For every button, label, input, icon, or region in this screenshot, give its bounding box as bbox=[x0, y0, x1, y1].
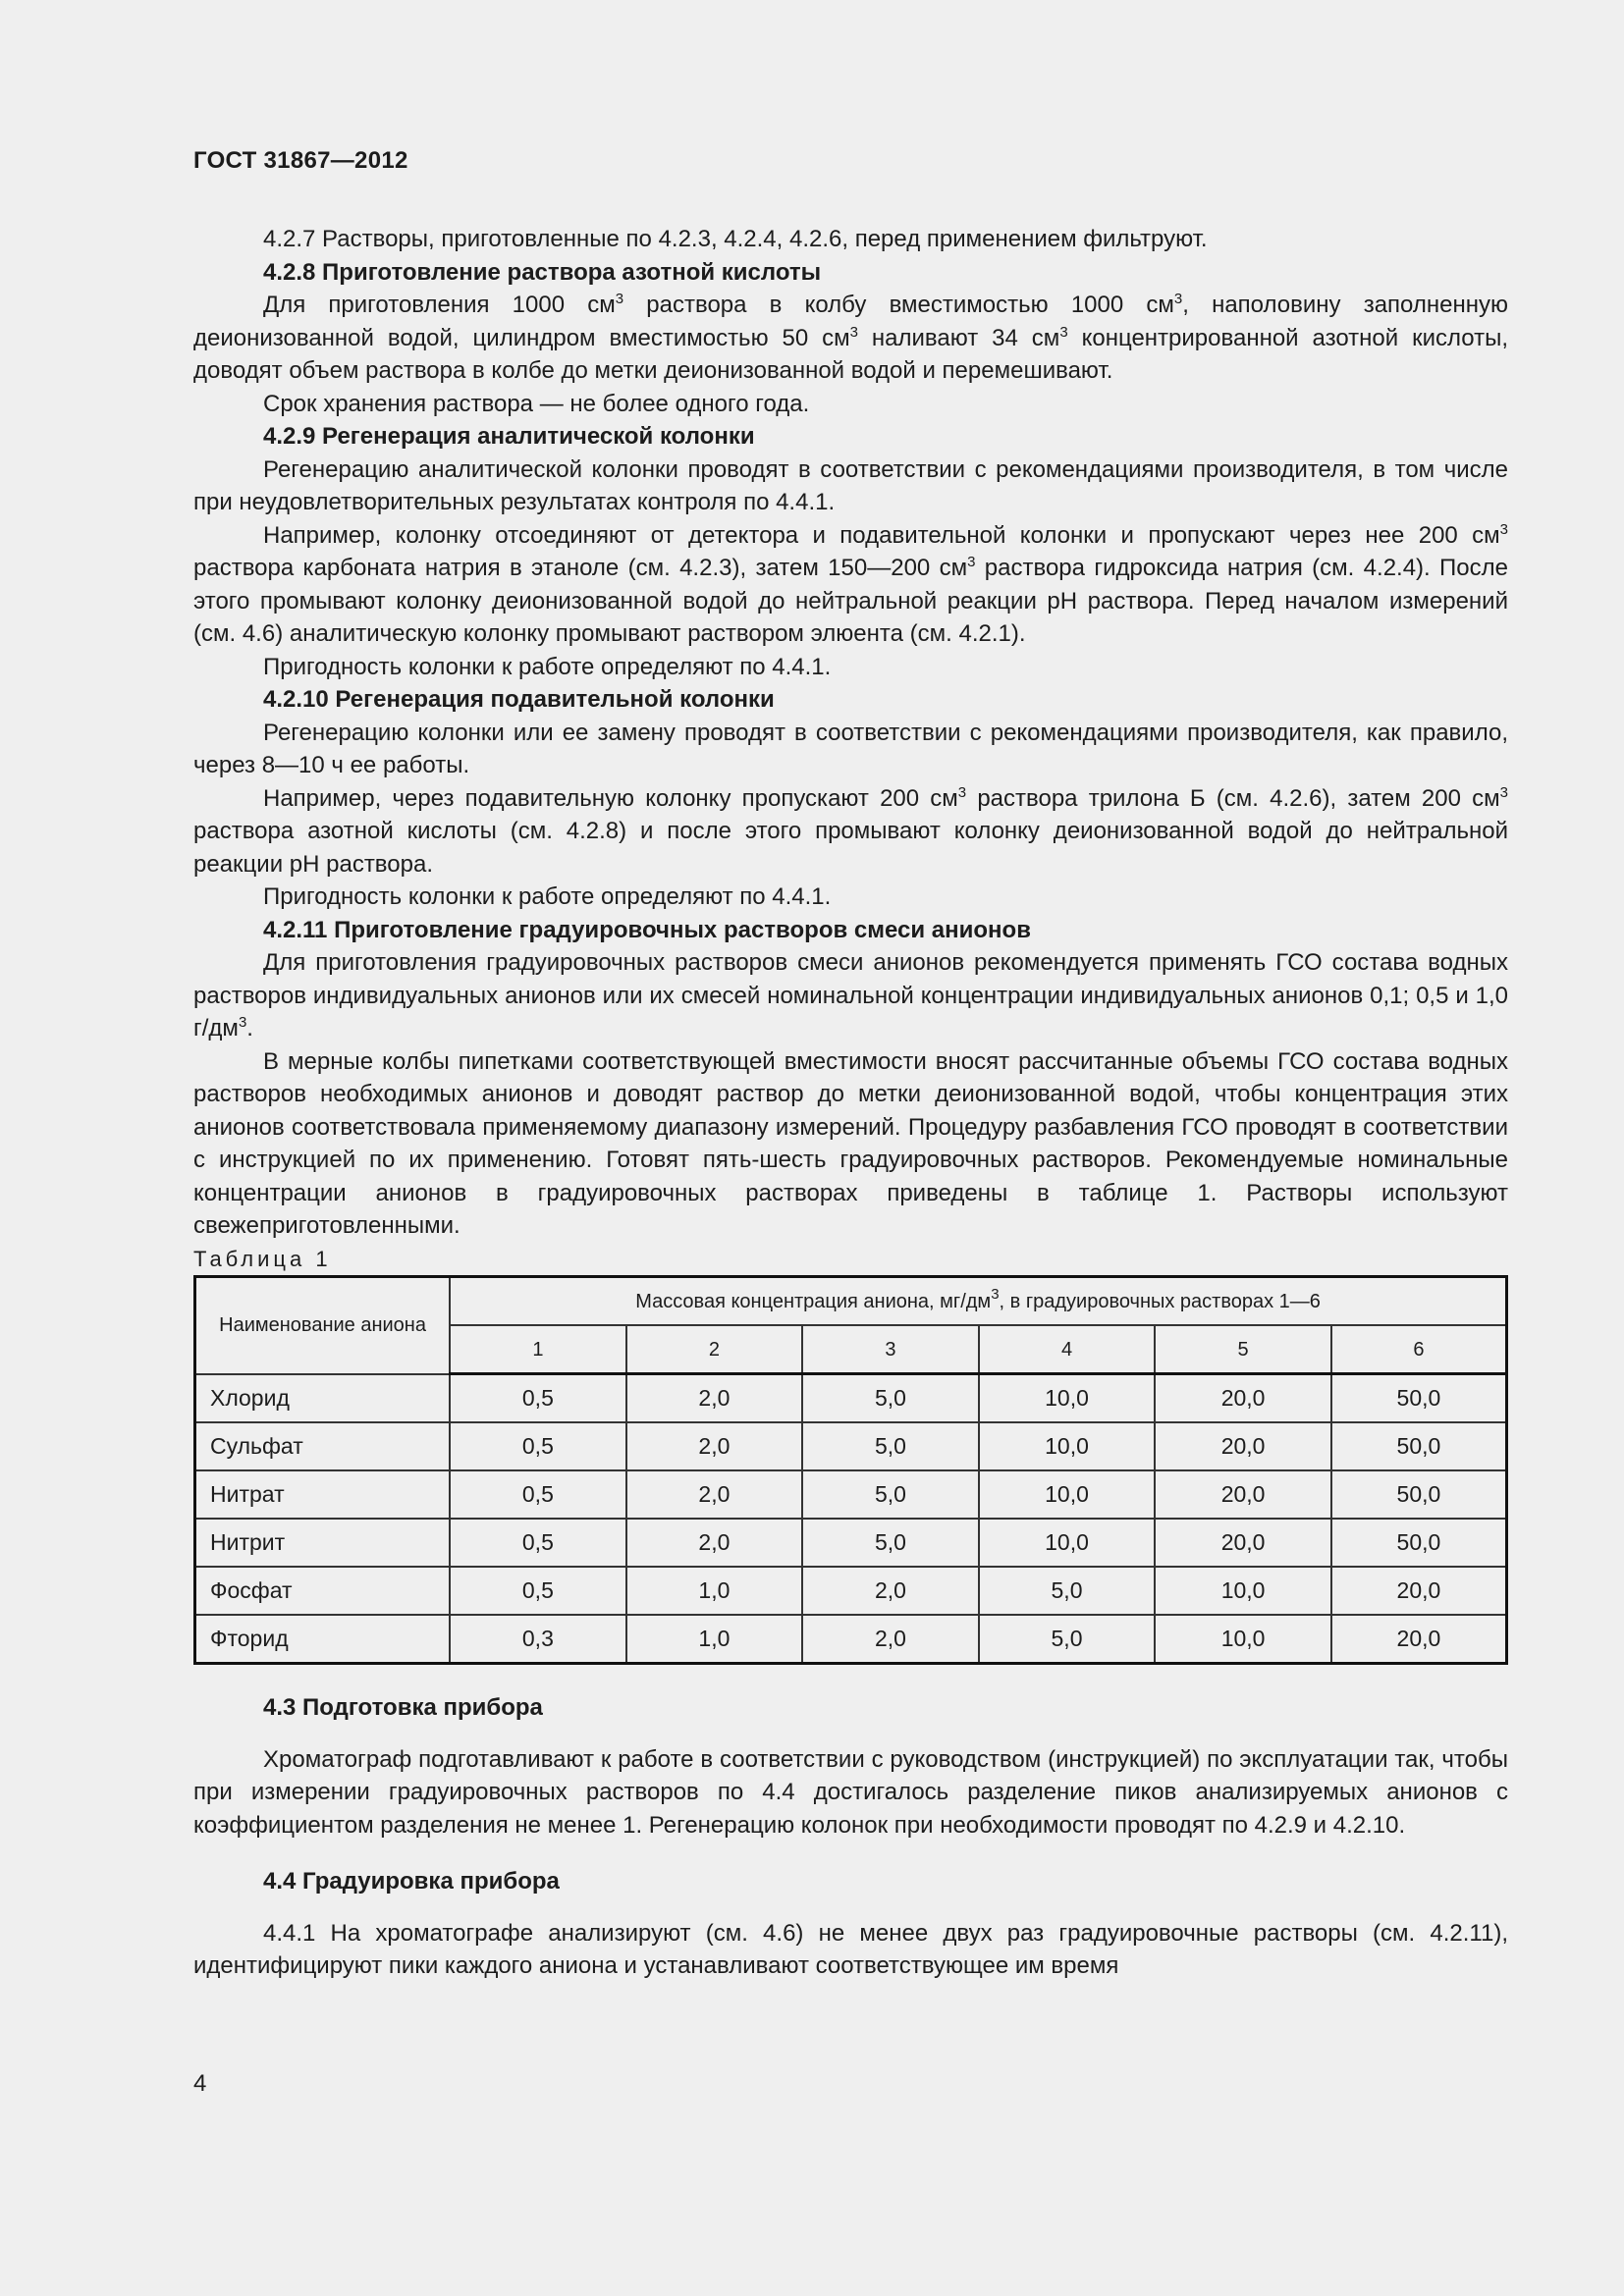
header-solution-number: 1 bbox=[450, 1325, 626, 1374]
concentration-cell: 10,0 bbox=[979, 1519, 1156, 1567]
document-code-header: ГОСТ 31867—2012 bbox=[193, 147, 408, 174]
concentration-cell: 20,0 bbox=[1155, 1422, 1331, 1470]
paragraph-4-2-9-1: Регенерацию аналитической колонки проводят в соответствии с рекомендациями производителя, в том числе при неудовлетворительных результатах контроля по 4.4.1. bbox=[193, 455, 1508, 515]
heading-4-2-8: 4.2.8 Приготовление раствора азотной кислоты bbox=[263, 258, 822, 286]
concentration-cell: 2,0 bbox=[626, 1470, 803, 1519]
header-solution-number: 3 bbox=[802, 1325, 979, 1374]
concentration-cell: 5,0 bbox=[979, 1615, 1156, 1664]
concentration-cell: 0,3 bbox=[450, 1615, 626, 1664]
anion-name-cell: Хлорид bbox=[195, 1374, 451, 1423]
concentration-cell: 10,0 bbox=[1155, 1615, 1331, 1664]
concentration-cell: 0,5 bbox=[450, 1374, 626, 1423]
heading-4-2-11: 4.2.11 Приготовление градуировочных растворов смеси анионов bbox=[263, 916, 1031, 943]
concentration-cell: 2,0 bbox=[802, 1567, 979, 1615]
concentration-cell: 20,0 bbox=[1331, 1567, 1507, 1615]
header-solution-number: 6 bbox=[1331, 1325, 1507, 1374]
heading-4-2-10: 4.2.10 Регенерация подавительной колонки bbox=[263, 686, 775, 713]
concentration-cell: 50,0 bbox=[1331, 1422, 1507, 1470]
concentration-cell: 10,0 bbox=[979, 1470, 1156, 1519]
paragraph-4-4-1: 4.4.1 На хроматографе анализируют (см. 4.6) не менее двух раз градуировочные растворы (см. 4.2.11), идентифицируют пики каждого аниона и устанавливают соответствующее им время bbox=[193, 1919, 1508, 1979]
concentration-cell: 10,0 bbox=[979, 1422, 1156, 1470]
concentration-cell: 2,0 bbox=[626, 1519, 803, 1567]
concentration-cell: 5,0 bbox=[802, 1422, 979, 1470]
paragraph-4-3-1: Хроматограф подготавливают к работе в соответствии с руководством (инструкцией) по эксплуатации так, чтобы при измерении градуировочных растворов по 4.4 достигалось разделение пиков анализируемых анионов с коэффициентом разделения не менее 1. Регенерацию колонок при необходимости проводят по 4.2.9 и 4.2.10. bbox=[193, 1745, 1508, 1839]
paragraph-4-2-11-1: Для приготовления градуировочных растворов смеси анионов рекомендуется применять ГСО состава водных растворов индивидуальных анионов или их смесей номинальной концентрации индивидуальных анионов 0,1; 0,5 и 1,0 $г/дм^3$. bbox=[193, 949, 1508, 1041]
concentration-cell: 5,0 bbox=[802, 1470, 979, 1519]
anion-name-cell: Нитрит bbox=[195, 1519, 451, 1567]
header-solution-number: 5 bbox=[1155, 1325, 1331, 1374]
table-caption: Таблица 1 bbox=[193, 1246, 332, 1271]
concentration-cell: 5,0 bbox=[979, 1567, 1156, 1615]
paragraph-4-2-8-1: Для приготовления 1000 $см^3$ раствора в колбу вместимостью 1000 $см^3$, наполовину заполненную деионизованной водой, цилиндром вместимостью 50 $см^3$ наливают 34 $см^3$ концентрированной азотной кислоты, доводят объем раствора в колбе до метки деионизованной водой и перемешивают. bbox=[193, 291, 1508, 384]
concentration-cell: 10,0 bbox=[1155, 1567, 1331, 1615]
header-solution-number: 2 bbox=[626, 1325, 803, 1374]
concentration-cell: 0,5 bbox=[450, 1470, 626, 1519]
paragraph-4-2-9-3: Пригодность колонки к работе определяют по 4.4.1. bbox=[263, 653, 832, 680]
paragraph-4-2-7: 4.2.7 Растворы, приготовленные по 4.2.3, 4.2.4, 4.2.6, перед применением фильтруют. bbox=[263, 226, 1208, 252]
concentration-cell: 20,0 bbox=[1155, 1470, 1331, 1519]
anion-name-cell: Фторид bbox=[195, 1615, 451, 1664]
paragraph-4-2-11-2: В мерные колбы пипетками соответствующей вместимости вносят рассчитанные объемы ГСО состава водных растворов необходимых анионов и доводят раствор до метки деионизованной водой, чтобы концентрация этих анионов соответствовала применяемому диапазону измерений. Процедуру разбавления ГСО проводят в соответствии с инструкцией по их применению. Готовят пять-шесть градуировочных растворов. Рекомендуемые номинальные концентрации анионов в градуировочных растворах приведены в таблице 1. Растворы используют свежеприготовленными. bbox=[193, 1047, 1508, 1239]
table-row bbox=[195, 1567, 1507, 1615]
concentration-cell: 0,5 bbox=[450, 1422, 626, 1470]
table-row bbox=[195, 1374, 1507, 1423]
concentration-cell: 20,0 bbox=[1155, 1519, 1331, 1567]
table-calibration-concentrations bbox=[193, 1275, 1508, 1665]
concentration-cell: 5,0 bbox=[802, 1519, 979, 1567]
paragraph-4-2-8-2: Срок хранения раствора — не более одного года. bbox=[263, 390, 810, 417]
concentration-cell: 2,0 bbox=[802, 1615, 979, 1664]
concentration-cell: 50,0 bbox=[1331, 1519, 1507, 1567]
concentration-cell: 50,0 bbox=[1331, 1374, 1507, 1423]
document-body bbox=[193, 223, 1508, 1983]
table-row bbox=[195, 1519, 1507, 1567]
table-row bbox=[195, 1422, 1507, 1470]
heading-4-2-9: 4.2.9 Регенерация аналитической колонки bbox=[263, 423, 755, 450]
header-concentration-group: Массовая концентрация аниона, $мг/дм^3$, в градуировочных растворах 1—6 bbox=[450, 1277, 1506, 1326]
page-number: 4 bbox=[193, 2070, 207, 2097]
heading-4-3: 4.3 Подготовка прибора bbox=[263, 1694, 543, 1721]
table-row bbox=[195, 1470, 1507, 1519]
concentration-cell: 10,0 bbox=[979, 1374, 1156, 1423]
concentration-cell: 50,0 bbox=[1331, 1470, 1507, 1519]
anion-name-cell: Фосфат bbox=[195, 1567, 451, 1615]
concentration-cell: 0,5 bbox=[450, 1567, 626, 1615]
concentration-cell: 5,0 bbox=[802, 1374, 979, 1423]
table-row bbox=[195, 1615, 1507, 1664]
concentration-cell: 2,0 bbox=[626, 1374, 803, 1423]
anion-name-cell: Нитрат bbox=[195, 1470, 451, 1519]
paragraph-4-2-9-2: Например, колонку отсоединяют от детектора и подавительной колонки и пропускают через нее 200 $см^3$ раствора карбоната натрия в этаноле (см. 4.2.3), затем 150—200 $см^3$ раствора гидроксида натрия (см. 4.2.4). После этого промывают колонку деионизованной водой до нейтральной реакции pH раствора. Перед началом измерений (см. 4.6) аналитическую колонку промывают раствором элюента (см. 4.2.1). bbox=[193, 520, 1508, 647]
paragraph-4-2-10-3: Пригодность колонки к работе определяют по 4.4.1. bbox=[263, 883, 832, 910]
concentration-cell: 20,0 bbox=[1331, 1615, 1507, 1664]
heading-4-4: 4.4 Градуировка прибора bbox=[263, 1868, 560, 1895]
concentration-cell: 1,0 bbox=[626, 1615, 803, 1664]
header-solution-number: 4 bbox=[979, 1325, 1156, 1374]
concentration-cell: 1,0 bbox=[626, 1567, 803, 1615]
concentration-cell: 0,5 bbox=[450, 1519, 626, 1567]
anion-name-cell: Сульфат bbox=[195, 1422, 451, 1470]
header-anion-name: Наименование аниона bbox=[195, 1277, 451, 1374]
paragraph-4-2-10-2: Например, через подавительную колонку пропускают 200 $см^3$ раствора трилона Б (см. 4.2.6), затем 200 $см^3$ раствора азотной кислоты (см. 4.2.8) и после этого промывают колонку деионизованной водой до нейтральной реакции pH раствора. bbox=[193, 783, 1508, 878]
concentration-cell: 20,0 bbox=[1155, 1374, 1331, 1423]
paragraph-4-2-10-1: Регенерацию колонки или ее замену проводят в соответствии с рекомендациями производителя, как правило, через 8—10 ч ее работы. bbox=[193, 719, 1508, 778]
concentration-cell: 2,0 bbox=[626, 1422, 803, 1470]
